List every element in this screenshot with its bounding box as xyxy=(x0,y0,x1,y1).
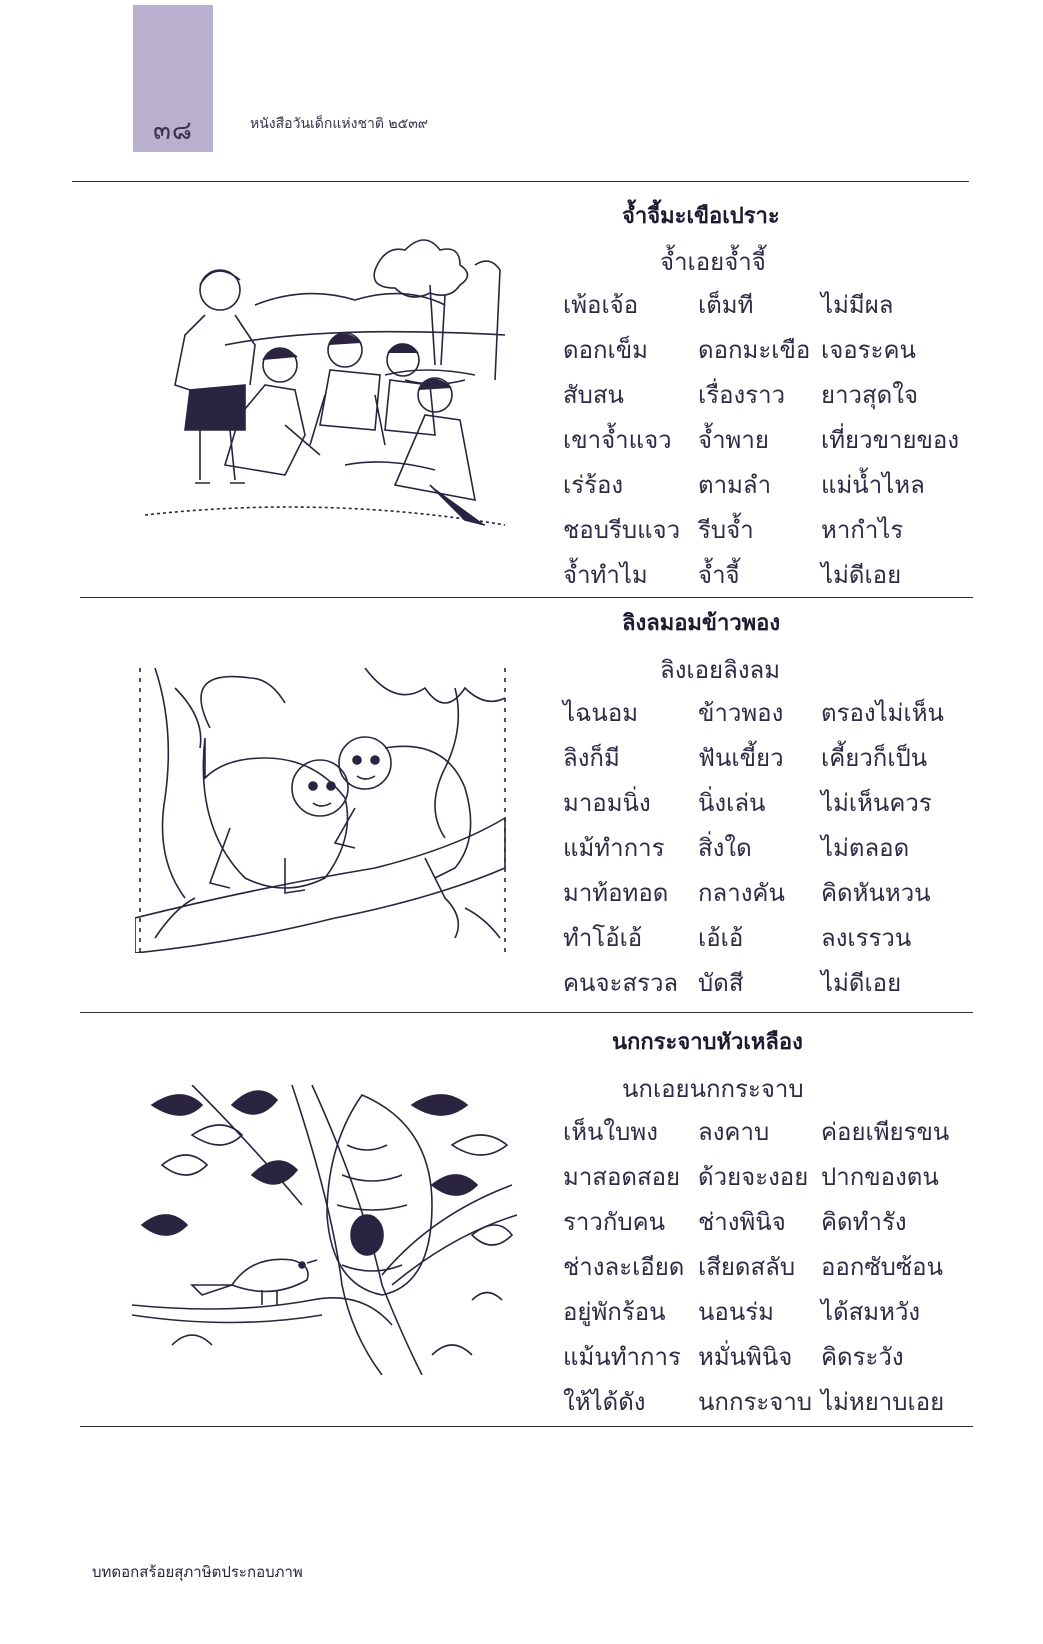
verse-word: เพ้อเจ้อ xyxy=(563,291,639,319)
verse-word: ปากของตน xyxy=(821,1163,939,1191)
verse-word: นอนร่ม xyxy=(698,1298,774,1326)
verse-row xyxy=(563,1292,993,1336)
verse-word: ราวกับคน xyxy=(563,1208,666,1236)
verse-word: ตรองไม่เห็น xyxy=(821,699,944,727)
poem-subtitle: จ้ำเอยจ้ำจี้ xyxy=(660,248,766,276)
verse-row xyxy=(563,555,993,599)
verse-word: คนจะสรวล xyxy=(563,969,679,997)
verse-row xyxy=(563,1202,993,1246)
verse-word: เรื่องราว xyxy=(698,381,786,409)
verse-word: ตามลำ xyxy=(698,471,772,499)
verse-word: ไฉนอม xyxy=(563,699,639,727)
verse-row xyxy=(563,510,993,554)
verse-word: สับสน xyxy=(563,381,624,409)
verse-word: กลางคัน xyxy=(698,879,785,907)
book-title: หนังสือวันเด็กแห่งชาติ ๒๕๓๙ xyxy=(250,116,429,132)
header-rule xyxy=(72,181,969,182)
verse-row xyxy=(563,783,993,827)
page-number: ๓๘ xyxy=(153,116,193,146)
verse-row xyxy=(563,873,993,917)
verse-row xyxy=(563,1247,993,1291)
verse-word: ลิงก็มี xyxy=(563,744,620,772)
verse-word: นกกระจาบ xyxy=(698,1388,813,1416)
verse-word: เขาจ้ำแจว xyxy=(563,426,672,454)
verse-row xyxy=(563,738,993,782)
verse-word: ดอกเข็ม xyxy=(563,336,648,364)
weaver-bird-nest-illustration xyxy=(132,1085,517,1375)
verse-word: จ้ำทำไม xyxy=(563,561,648,589)
verse-word: ฟันเขี้ยว xyxy=(698,744,784,772)
verse-word: แม่น้ำไหล xyxy=(821,471,925,499)
verse-word: คิดระวัง xyxy=(821,1343,904,1371)
verse-word: เจอระคน xyxy=(821,336,916,364)
footer-caption: บทดอกสร้อยสุภาษิตประกอบภาพ xyxy=(92,1563,303,1581)
poem-title: จ้ำจี้มะเขือเปราะ xyxy=(622,204,780,229)
verse-row xyxy=(563,693,993,737)
verse-row xyxy=(563,375,993,419)
verse-word: ได้สมหวัง xyxy=(821,1298,921,1326)
verse-word: เอ้เอ้ xyxy=(698,924,744,952)
verse-row xyxy=(563,330,993,374)
verse-word: ไม่ดีเอย xyxy=(821,561,902,589)
section-rule xyxy=(80,1426,973,1427)
verse-row xyxy=(563,1112,993,1156)
verse-word: แม้ทำการ xyxy=(563,834,665,862)
verse-word: คิดหันหวน xyxy=(821,879,931,907)
verse-word: หมั่นพินิจ xyxy=(698,1343,793,1371)
verse-word: เสียดสลับ xyxy=(698,1253,796,1281)
verse-word: ดอกมะเขือ xyxy=(698,336,811,364)
verse-word: เต็มที xyxy=(698,291,754,319)
verse-row xyxy=(563,1337,993,1381)
verse-word: ยาวสุดใจ xyxy=(821,381,919,409)
verse-word: เร่ร้อง xyxy=(563,471,624,499)
verse-word: จ้ำจี้ xyxy=(698,561,740,589)
verse-word: สิ่งใด xyxy=(698,834,752,862)
verse-word: ช่างพินิจ xyxy=(698,1208,786,1236)
verse-row xyxy=(563,285,993,329)
verse-word: ลงคาบ xyxy=(698,1118,770,1146)
section-rule xyxy=(80,597,973,598)
verse-word: มาอมนิ่ง xyxy=(563,789,651,817)
verse-row xyxy=(563,828,993,872)
verse-word: ทำโอ้เอ้ xyxy=(563,924,643,952)
children-playing-illustration xyxy=(145,225,515,545)
verse-word: เห็นใบพง xyxy=(563,1118,658,1146)
verse-row xyxy=(563,420,993,464)
verse-word: ไม่เห็นควร xyxy=(821,789,932,817)
verse-word: คิดทำรัง xyxy=(821,1208,907,1236)
verse-word: รีบจ้ำ xyxy=(698,516,754,544)
verse-word: ไม่ดีเอย xyxy=(821,969,902,997)
verse-word: แม้นทำการ xyxy=(563,1343,681,1371)
poem-subtitle: ลิงเอยลิงลม xyxy=(660,656,781,684)
poem-subtitle: นกเอยนกกระจาบ xyxy=(622,1075,804,1103)
verse-word: ช่างละเอียด xyxy=(563,1253,685,1281)
verse-word: อยู่พักร้อน xyxy=(563,1298,666,1326)
verse-row xyxy=(563,918,993,962)
verse-row xyxy=(563,465,993,509)
monkeys-illustration xyxy=(135,668,510,953)
verse-word: หากำไร xyxy=(821,516,904,544)
verse-word: บัดสี xyxy=(698,969,744,997)
verse-row xyxy=(563,1382,993,1426)
verse-word: ไม่หยาบเอย xyxy=(821,1388,945,1416)
verse-word: เคี้ยวก็เป็น xyxy=(821,744,928,772)
verse-word: มาสอดสอย xyxy=(563,1163,681,1191)
verse-word: ข้าวพอง xyxy=(698,699,784,727)
verse-word: ชอบรีบแจว xyxy=(563,516,681,544)
verse-word: ไม่ตลอด xyxy=(821,834,910,862)
verse-row xyxy=(563,963,993,1007)
verse-word: มาท้อทอด xyxy=(563,879,669,907)
verse-word: ออกซับซ้อน xyxy=(821,1253,943,1281)
verse-row xyxy=(563,1157,993,1201)
poem-title: ลิงลมอมข้าวพอง xyxy=(622,611,781,636)
section-rule xyxy=(80,1012,973,1013)
verse-word: นิ่งเล่น xyxy=(698,789,766,817)
verse-word: จ้ำพาย xyxy=(698,426,769,454)
poem-title: นกกระจาบหัวเหลือง xyxy=(612,1030,803,1055)
verse-word: ด้วยจะงอย xyxy=(698,1163,809,1191)
verse-word: ให้ได้ดัง xyxy=(563,1388,646,1416)
verse-word: ไม่มีผล xyxy=(821,291,894,319)
verse-word: ค่อยเพียรขน xyxy=(821,1118,950,1146)
verse-word: ลงเรรวน xyxy=(821,924,912,952)
verse-word: เที่ยวขายของ xyxy=(821,426,960,454)
